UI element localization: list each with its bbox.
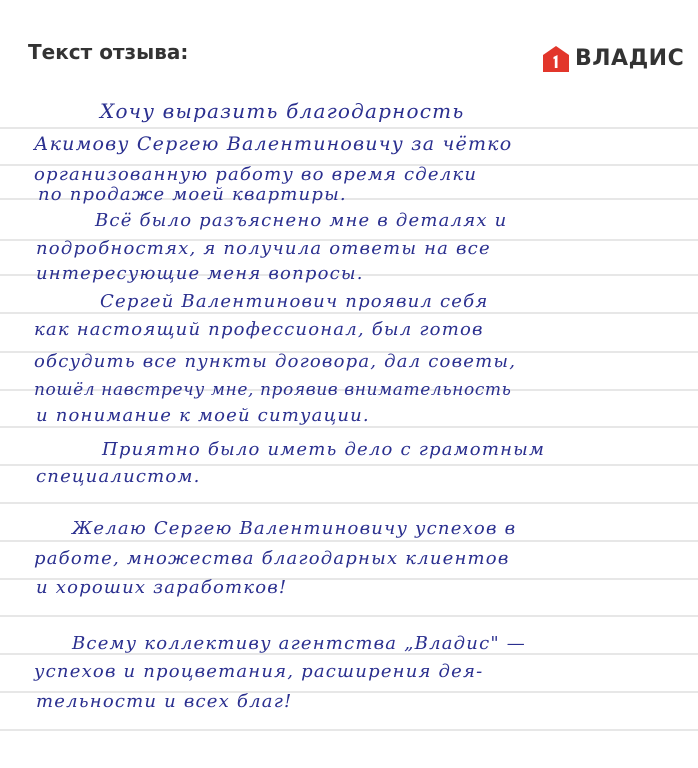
review-line: интересующие меня вопросы. [36, 263, 364, 284]
review-line: Хочу выразить благодарность [100, 99, 465, 123]
review-line: работе, множества благодарных клиентов [34, 548, 510, 569]
review-text-heading: Текст отзыва: [28, 40, 189, 64]
review-line: Всему коллективу агентства „Владис" — [72, 633, 526, 654]
review-line: пошёл навстречу мне, проявив внимательность [34, 380, 512, 400]
review-line: по продаже моей квартиры. [38, 184, 347, 205]
review-line: Сергей Валентинович проявил себя [100, 291, 489, 312]
logo-wordmark: ВЛАДИС [575, 46, 685, 71]
review-line: и хороших заработков! [36, 577, 288, 598]
review-line: Приятно было иметь дело с грамотным [102, 439, 546, 460]
review-line: обсудить все пункты договора, дал советы, [34, 351, 517, 372]
review-line: Желаю Сергею Валентиновичу успехов в [72, 518, 517, 539]
review-line: специалистом. [36, 466, 201, 487]
review-line: успехов и процветания, расширения дея- [34, 661, 484, 682]
review-line: как настоящий профессионал, был готов [34, 319, 484, 340]
review-line: подробностях, я получила ответы на все [36, 238, 491, 259]
review-line: и понимание к моей ситуации. [36, 405, 370, 426]
review-line: Акимову Сергею Валентиновичу за чётко [34, 133, 513, 155]
review-line: Всё было разъяснено мне в деталях и [95, 210, 508, 231]
review-line: организованную работу во время сделки [34, 164, 478, 185]
review-line: тельности и всех благ! [36, 691, 293, 712]
